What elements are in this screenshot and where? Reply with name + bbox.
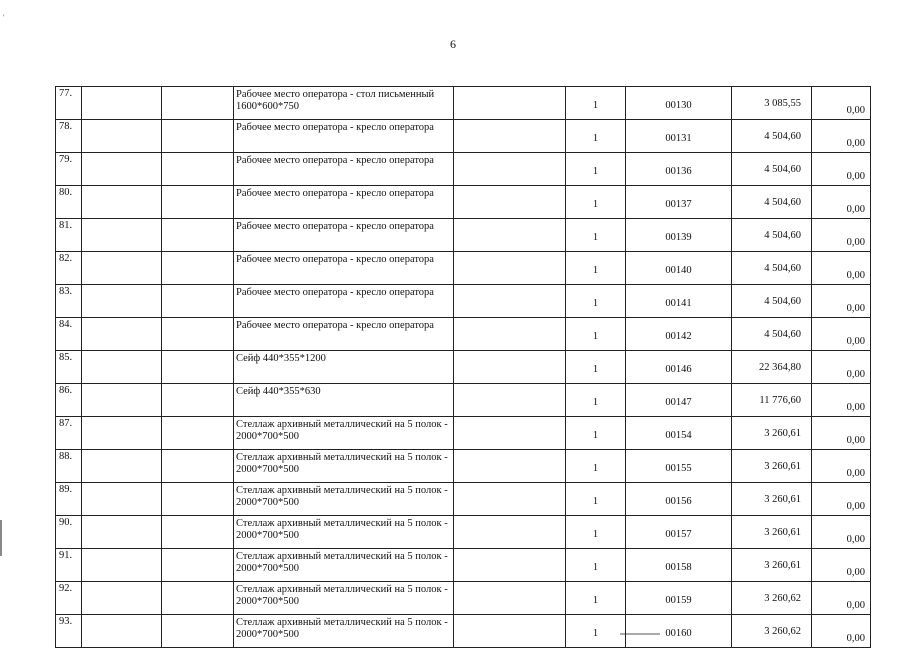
empty-cell bbox=[162, 516, 234, 549]
empty-cell bbox=[82, 120, 162, 153]
empty-cell bbox=[454, 252, 566, 285]
row-number: 93. bbox=[56, 615, 82, 648]
row-number: 83. bbox=[56, 285, 82, 318]
residual-value: 0,00 bbox=[812, 87, 871, 120]
row-number: 84. bbox=[56, 318, 82, 351]
empty-cell bbox=[454, 219, 566, 252]
item-name: Рабочее место оператора - кресло оператора bbox=[234, 186, 454, 219]
row-number: 82. bbox=[56, 252, 82, 285]
empty-cell bbox=[454, 549, 566, 582]
empty-cell bbox=[162, 582, 234, 615]
empty-cell bbox=[82, 516, 162, 549]
empty-cell bbox=[454, 285, 566, 318]
empty-cell bbox=[162, 153, 234, 186]
book-value: 4 504,60 bbox=[732, 318, 812, 351]
inventory-code: 00137 bbox=[626, 186, 732, 219]
item-name: Стеллаж архивный металлический на 5 полок - 2000*700*500 bbox=[234, 417, 454, 450]
item-quantity: 1 bbox=[566, 318, 626, 351]
book-value: 22 364,80 bbox=[732, 351, 812, 384]
empty-cell bbox=[454, 450, 566, 483]
empty-cell bbox=[162, 318, 234, 351]
residual-value: 0,00 bbox=[812, 285, 871, 318]
table-row bbox=[56, 120, 871, 153]
item-name: Стеллаж архивный металлический на 5 полок - 2000*700*500 bbox=[234, 582, 454, 615]
item-quantity: 1 bbox=[566, 483, 626, 516]
residual-value: 0,00 bbox=[812, 153, 871, 186]
empty-cell bbox=[162, 384, 234, 417]
residual-value: 0,00 bbox=[812, 582, 871, 615]
item-name: Сейф 440*355*1200 bbox=[234, 351, 454, 384]
residual-value: 0,00 bbox=[812, 219, 871, 252]
empty-cell bbox=[162, 351, 234, 384]
empty-cell bbox=[82, 186, 162, 219]
empty-cell bbox=[162, 285, 234, 318]
row-number: 88. bbox=[56, 450, 82, 483]
item-quantity: 1 bbox=[566, 384, 626, 417]
table-row bbox=[56, 87, 871, 120]
residual-value: 0,00 bbox=[812, 318, 871, 351]
item-name: Стеллаж архивный металлический на 5 полок - 2000*700*500 bbox=[234, 516, 454, 549]
inventory-code: 00146 bbox=[626, 351, 732, 384]
residual-value: 0,00 bbox=[812, 450, 871, 483]
inventory-code: 00156 bbox=[626, 483, 732, 516]
inventory-code: 00142 bbox=[626, 318, 732, 351]
page-number: 6 bbox=[450, 37, 456, 51]
inventory-code: 00139 bbox=[626, 219, 732, 252]
item-name: Рабочее место оператора - стол письменный 1600*600*750 bbox=[234, 87, 454, 120]
item-quantity: 1 bbox=[566, 417, 626, 450]
item-name: Рабочее место оператора - кресло оператора bbox=[234, 318, 454, 351]
empty-cell bbox=[454, 384, 566, 417]
table-row bbox=[56, 582, 871, 615]
inventory-code: 00157 bbox=[626, 516, 732, 549]
row-number: 87. bbox=[56, 417, 82, 450]
empty-cell bbox=[82, 582, 162, 615]
empty-cell bbox=[82, 87, 162, 120]
item-name: Стеллаж архивный металлический на 5 полок - 2000*700*500 bbox=[234, 450, 454, 483]
table-row bbox=[56, 153, 871, 186]
residual-value: 0,00 bbox=[812, 516, 871, 549]
inventory-table bbox=[55, 86, 871, 648]
item-name: Рабочее место оператора - кресло оператора bbox=[234, 219, 454, 252]
item-quantity: 1 bbox=[566, 285, 626, 318]
empty-cell bbox=[162, 120, 234, 153]
item-name: Стеллаж архивный металлический на 5 полок - 2000*700*500 bbox=[234, 615, 454, 648]
empty-cell bbox=[82, 219, 162, 252]
empty-cell bbox=[454, 417, 566, 450]
table-row bbox=[56, 318, 871, 351]
book-value: 3 260,62 bbox=[732, 582, 812, 615]
inventory-code: 00131 bbox=[626, 120, 732, 153]
empty-cell bbox=[454, 351, 566, 384]
table-row bbox=[56, 615, 871, 648]
item-name: Рабочее место оператора - кресло оператора bbox=[234, 285, 454, 318]
item-name: Стеллаж архивный металлический на 5 полок - 2000*700*500 bbox=[234, 549, 454, 582]
empty-cell bbox=[162, 549, 234, 582]
book-value: 4 504,60 bbox=[732, 285, 812, 318]
residual-value: 0,00 bbox=[812, 615, 871, 648]
table-row bbox=[56, 483, 871, 516]
item-quantity: 1 bbox=[566, 219, 626, 252]
residual-value: 0,00 bbox=[812, 186, 871, 219]
empty-cell bbox=[82, 153, 162, 186]
empty-cell bbox=[82, 417, 162, 450]
inventory-code: 00147 bbox=[626, 384, 732, 417]
book-value: 4 504,60 bbox=[732, 219, 812, 252]
row-number: 80. bbox=[56, 186, 82, 219]
empty-cell bbox=[454, 582, 566, 615]
row-number: 79. bbox=[56, 153, 82, 186]
book-value: 3 260,62 bbox=[732, 615, 812, 648]
table-row bbox=[56, 384, 871, 417]
item-quantity: 1 bbox=[566, 153, 626, 186]
empty-cell bbox=[82, 252, 162, 285]
residual-value: 0,00 bbox=[812, 549, 871, 582]
residual-value: 0,00 bbox=[812, 417, 871, 450]
residual-value: 0,00 bbox=[812, 351, 871, 384]
empty-cell bbox=[82, 285, 162, 318]
inventory-code: 00136 bbox=[626, 153, 732, 186]
inventory-code: 00159 bbox=[626, 582, 732, 615]
empty-cell bbox=[82, 549, 162, 582]
table-row bbox=[56, 450, 871, 483]
scan-artifact-left bbox=[0, 520, 2, 556]
book-value: 3 260,61 bbox=[732, 549, 812, 582]
residual-value: 0,00 bbox=[812, 384, 871, 417]
table-row bbox=[56, 252, 871, 285]
empty-cell bbox=[82, 318, 162, 351]
inventory-code: 00141 bbox=[626, 285, 732, 318]
empty-cell bbox=[454, 516, 566, 549]
item-quantity: 1 bbox=[566, 516, 626, 549]
item-quantity: 1 bbox=[566, 450, 626, 483]
inventory-code: 00154 bbox=[626, 417, 732, 450]
empty-cell bbox=[82, 351, 162, 384]
empty-cell bbox=[454, 87, 566, 120]
inventory-code: 00130 bbox=[626, 87, 732, 120]
book-value: 4 504,60 bbox=[732, 120, 812, 153]
empty-cell bbox=[454, 615, 566, 648]
inventory-code: 00140 bbox=[626, 252, 732, 285]
item-quantity: 1 bbox=[566, 615, 626, 648]
empty-cell bbox=[162, 186, 234, 219]
empty-cell bbox=[454, 153, 566, 186]
book-value: 3 085,55 bbox=[732, 87, 812, 120]
item-quantity: 1 bbox=[566, 549, 626, 582]
table-row bbox=[56, 351, 871, 384]
residual-value: 0,00 bbox=[812, 483, 871, 516]
item-quantity: 1 bbox=[566, 252, 626, 285]
row-number: 91. bbox=[56, 549, 82, 582]
empty-cell bbox=[454, 120, 566, 153]
empty-cell bbox=[454, 318, 566, 351]
inventory-code: 00160 bbox=[626, 615, 732, 648]
empty-cell bbox=[162, 450, 234, 483]
inventory-rows bbox=[56, 87, 871, 648]
empty-cell bbox=[162, 483, 234, 516]
empty-cell bbox=[162, 417, 234, 450]
book-value: 4 504,60 bbox=[732, 153, 812, 186]
item-quantity: 1 bbox=[566, 351, 626, 384]
item-quantity: 1 bbox=[566, 582, 626, 615]
book-value: 4 504,60 bbox=[732, 186, 812, 219]
empty-cell bbox=[454, 186, 566, 219]
row-number: 77. bbox=[56, 87, 82, 120]
empty-cell bbox=[82, 615, 162, 648]
table-row bbox=[56, 549, 871, 582]
corner-mark: ' bbox=[3, 13, 5, 22]
book-value: 3 260,61 bbox=[732, 450, 812, 483]
row-number: 86. bbox=[56, 384, 82, 417]
item-quantity: 1 bbox=[566, 120, 626, 153]
item-quantity: 1 bbox=[566, 186, 626, 219]
empty-cell bbox=[162, 87, 234, 120]
table-row bbox=[56, 219, 871, 252]
table-row bbox=[56, 516, 871, 549]
residual-value: 0,00 bbox=[812, 252, 871, 285]
row-number: 90. bbox=[56, 516, 82, 549]
book-value: 11 776,60 bbox=[732, 384, 812, 417]
empty-cell bbox=[162, 252, 234, 285]
empty-cell bbox=[162, 615, 234, 648]
book-value: 4 504,60 bbox=[732, 252, 812, 285]
row-number: 81. bbox=[56, 219, 82, 252]
row-number: 78. bbox=[56, 120, 82, 153]
table-row bbox=[56, 417, 871, 450]
row-number: 85. bbox=[56, 351, 82, 384]
book-value: 3 260,61 bbox=[732, 483, 812, 516]
inventory-code: 00158 bbox=[626, 549, 732, 582]
empty-cell bbox=[454, 483, 566, 516]
row-number: 92. bbox=[56, 582, 82, 615]
inventory-code: 00155 bbox=[626, 450, 732, 483]
book-value: 3 260,61 bbox=[732, 417, 812, 450]
item-name: Стеллаж архивный металлический на 5 полок - 2000*700*500 bbox=[234, 483, 454, 516]
book-value: 3 260,61 bbox=[732, 516, 812, 549]
table-row bbox=[56, 186, 871, 219]
table-row bbox=[56, 285, 871, 318]
residual-value: 0,00 bbox=[812, 120, 871, 153]
empty-cell bbox=[82, 483, 162, 516]
item-name: Рабочее место оператора - кресло оператора bbox=[234, 252, 454, 285]
item-name: Рабочее место оператора - кресло оператора bbox=[234, 120, 454, 153]
item-name: Рабочее место оператора - кресло оператора bbox=[234, 153, 454, 186]
item-name: Сейф 440*355*630 bbox=[234, 384, 454, 417]
empty-cell bbox=[82, 450, 162, 483]
empty-cell bbox=[162, 219, 234, 252]
item-quantity: 1 bbox=[566, 87, 626, 120]
empty-cell bbox=[82, 384, 162, 417]
row-number: 89. bbox=[56, 483, 82, 516]
